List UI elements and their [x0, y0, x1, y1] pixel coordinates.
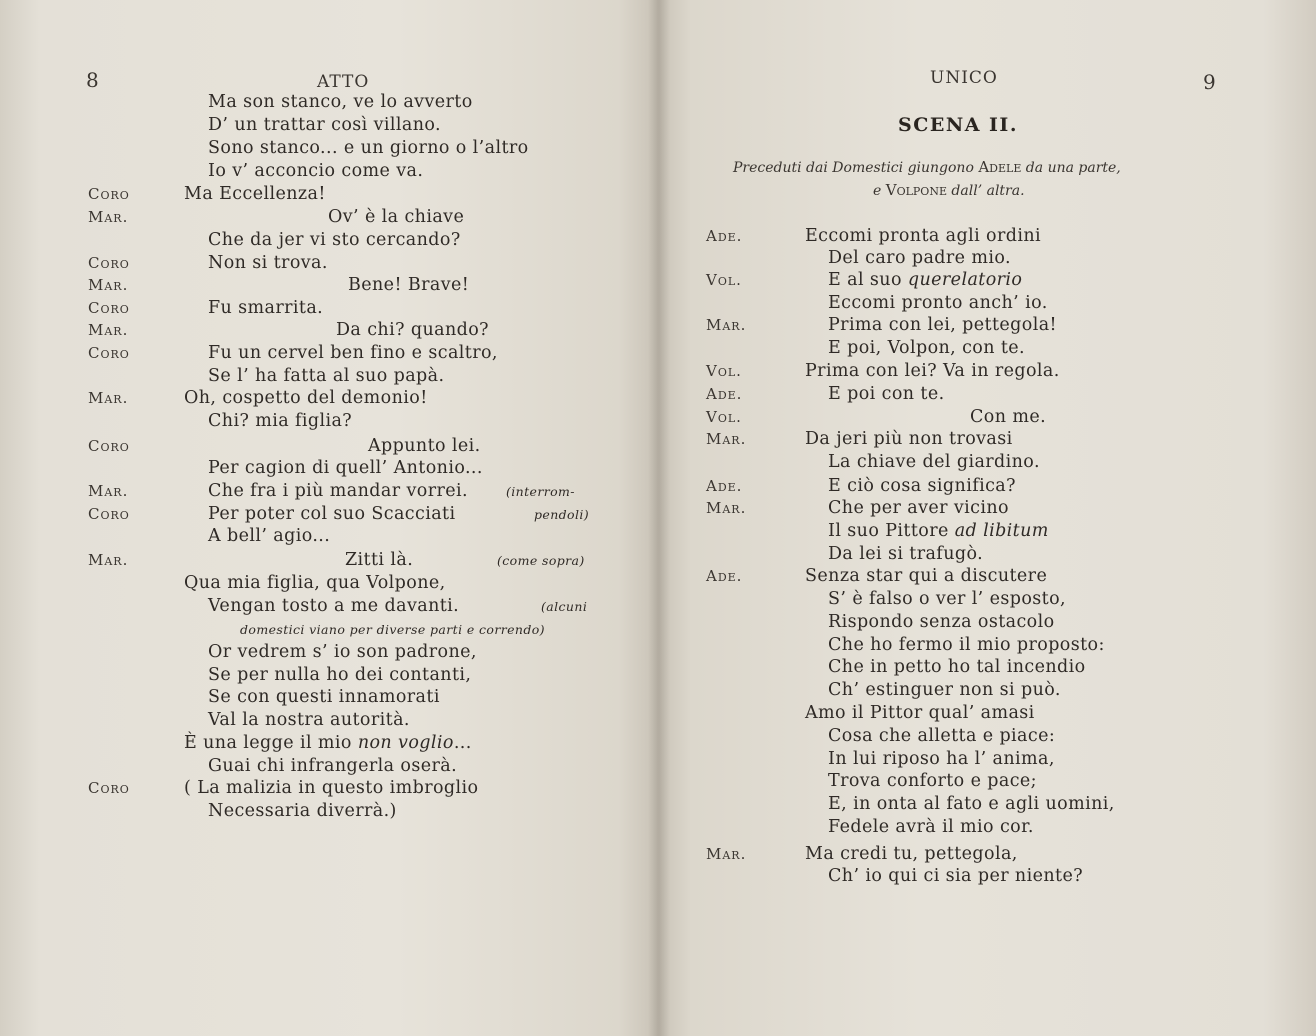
verse-text: D’ un trattar così villano.: [208, 115, 441, 135]
verse-line: [828, 315, 1057, 335]
verse-text: Se per nulla ho dei contanti,: [208, 665, 472, 685]
verse-line: [828, 794, 1115, 814]
verse-line: [828, 293, 1048, 313]
verse-line: [208, 92, 473, 112]
verse-text: Trova conforto e pace;: [828, 771, 1037, 791]
verse-text: Che fra i più mandar vorrei.: [208, 481, 468, 501]
verse-line: [208, 366, 444, 386]
verse-line: [828, 248, 1011, 268]
verse-text: Ma son stanco, ve lo avverto: [208, 92, 473, 112]
intro-1-post: da una parte,: [1021, 160, 1121, 176]
verse-line: [208, 411, 352, 431]
verse-italic-text: ad libitum: [954, 521, 1049, 541]
speaker-label: Mar.: [706, 316, 747, 334]
verse-line: [828, 657, 1086, 677]
speaker-label: Coro: [88, 437, 130, 455]
page-number-left: 8: [86, 68, 99, 92]
stage-direction: pendoli): [534, 507, 590, 522]
verse-text: Vengan tosto a me davanti.: [208, 596, 460, 616]
verse-line: [805, 361, 1060, 381]
verse-text: Ch’ io qui ci sia per niente?: [828, 866, 1084, 886]
verse-text: Che in petto ho tal incendio: [828, 657, 1086, 677]
verse-text: Che ho fermo il mio proposto:: [828, 635, 1105, 655]
speaker-label: Coro: [88, 779, 130, 797]
speaker-label: Mar.: [88, 321, 129, 339]
verse-text: Per cagion di quell’ Antonio...: [208, 458, 483, 478]
verse-italic-text: non voglio: [357, 733, 454, 753]
verse-text: Per poter col suo Scacciati: [208, 504, 456, 524]
verse-text: Senza star qui a discutere: [805, 566, 1048, 586]
verse-line: [828, 635, 1105, 655]
speaker-label: Vol.: [706, 408, 742, 426]
verse-line: [368, 436, 481, 456]
verse-text: Da jeri più non trovasi: [805, 429, 1013, 449]
verse-line: [208, 756, 457, 776]
verse-line: [828, 866, 1083, 886]
verse-line: [208, 138, 529, 158]
verse-text: Bene! Brave!: [348, 275, 470, 295]
verse-text: Guai chi infrangerla oserà.: [208, 756, 458, 776]
verse-text: E poi, Volpon, con te.: [828, 338, 1026, 358]
verse-line: [184, 733, 472, 753]
running-head-right: UNICO: [930, 68, 998, 88]
verse-text: Ov’ è la chiave: [328, 207, 465, 227]
verse-text: Eccomi pronto anch’ io.: [828, 293, 1048, 313]
verse-text: Se con questi innamorati: [208, 687, 440, 707]
intro-2-post: dall’ altra.: [946, 183, 1025, 199]
verse-line: [970, 407, 1046, 427]
verse-text: Oh, cospetto del demonio!: [184, 388, 428, 408]
verse-line: [805, 566, 1047, 586]
verse-line: [208, 115, 441, 135]
verse-line: [805, 703, 1035, 723]
verse-line: [805, 226, 1041, 246]
stage-direction: (alcuni: [541, 599, 588, 614]
verse-line: [345, 550, 413, 570]
verse-text: In lui riposo ha l’ anima,: [828, 749, 1055, 769]
page-number-right: 9: [1203, 70, 1216, 94]
verse-text: Cosa che alletta e piace:: [828, 726, 1056, 746]
speaker-label: Ade.: [706, 567, 743, 585]
verse-text: Prima con lei, pettegola!: [828, 315, 1057, 335]
verse-text: ( La malizia in questo imbroglio: [184, 778, 479, 798]
verse-text: E ciò cosa significa?: [828, 476, 1016, 496]
verse-text: Da chi? quando?: [336, 320, 489, 340]
verse-text: Chi? mia figlia?: [208, 411, 353, 431]
verse-text: Necessaria diverrà.): [208, 801, 397, 821]
verse-text: S’ è falso o ver l’ esposto,: [828, 589, 1066, 609]
verse-line: [828, 384, 945, 404]
verse-line: [828, 680, 1061, 700]
speaker-label: Coro: [88, 299, 130, 317]
verse-text: È una legge il mio: [184, 733, 358, 753]
verse-text: A bell’ agio...: [208, 526, 331, 546]
verse-line: [828, 498, 1009, 518]
speaker-label: Coro: [88, 505, 130, 523]
verse-text: Rispondo senza ostacolo: [828, 612, 1055, 632]
intro-1-pre: Preceduti dai Domestici giungono: [733, 160, 979, 176]
speaker-label: Coro: [88, 254, 130, 272]
verse-line: [828, 452, 1040, 472]
verse-line: [208, 687, 440, 707]
verse-line: [184, 778, 478, 798]
verse-after-text: ...: [453, 733, 472, 753]
speaker-label: Ade.: [706, 477, 743, 495]
verse-text: Non si trova.: [208, 253, 328, 273]
verse-text: La chiave del giardino.: [828, 452, 1040, 472]
speaker-label: Coro: [88, 185, 130, 203]
speaker-label: Mar.: [88, 389, 129, 407]
verse-text: Sono stanco... e un giorno o l’altro: [208, 138, 529, 158]
verse-line: [828, 749, 1055, 769]
verse-line: [208, 665, 471, 685]
verse-line: [828, 476, 1016, 496]
verse-line: [208, 526, 330, 546]
verse-text: Eccomi pronta agli ordini: [805, 226, 1042, 246]
stage-direction: (come sopra): [497, 553, 585, 568]
verse-text: E poi con te.: [828, 384, 945, 404]
verse-line: [828, 726, 1055, 746]
verse-line: [184, 573, 446, 593]
intro-1-name: Adele: [978, 158, 1022, 176]
verse-text: Ma Eccellenza!: [184, 184, 326, 204]
verse-line: [828, 589, 1066, 609]
verse-text: Fu un cervel ben fino e scaltro,: [208, 343, 498, 363]
verse-line: [208, 458, 483, 478]
speaker-label: Mar.: [706, 845, 747, 863]
verse-line: [828, 521, 1049, 541]
speaker-label: Mar.: [88, 482, 129, 500]
verse-line: [828, 771, 1037, 791]
speaker-label: Coro: [88, 344, 130, 362]
verse-line: [184, 388, 428, 408]
verse-text: Fu smarrita.: [208, 298, 324, 318]
speaker-label: Ade.: [706, 227, 743, 245]
speaker-label: Vol.: [706, 271, 742, 289]
verse-text: Ch’ estinguer non si può.: [828, 680, 1061, 700]
speaker-label: Mar.: [88, 276, 129, 294]
verse-line: [336, 320, 489, 340]
verse-text: Prima con lei? Va in regola.: [805, 361, 1060, 381]
verse-text: E al suo: [828, 270, 908, 290]
verse-line: [208, 161, 423, 181]
verse-text: Fedele avrà il mio cor.: [828, 817, 1034, 837]
verse-text: Val la nostra autorità.: [208, 710, 410, 730]
verse-line: [828, 270, 1022, 290]
speaker-label: Mar.: [88, 208, 129, 226]
verse-line: [828, 338, 1025, 358]
speaker-label: Mar.: [88, 551, 129, 569]
verse-text: Io v’ acconcio come va.: [208, 161, 424, 181]
verse-text: Il suo Pittore: [828, 521, 955, 541]
verse-line: [805, 429, 1013, 449]
verse-line: [208, 504, 455, 524]
verse-line: [208, 253, 328, 273]
verse-line: [208, 710, 410, 730]
verse-text: Con me.: [970, 407, 1047, 427]
running-head-left: ATTO: [317, 72, 370, 92]
verse-text: Da lei si trafugò.: [828, 544, 984, 564]
stage-direction-intro-1: [733, 158, 1121, 176]
verse-line: [828, 817, 1034, 837]
verse-text: Che da jer vi sto cercando?: [208, 230, 461, 250]
verse-line: [208, 298, 323, 318]
speaker-label: Mar.: [706, 430, 747, 448]
verse-line: [208, 801, 397, 821]
verse-text: Ma credi tu, pettegola,: [805, 844, 1018, 864]
verse-text: Zitti là.: [345, 550, 414, 570]
stage-direction: (interrom-: [506, 484, 575, 499]
verse-line: [208, 642, 477, 662]
verse-line: [208, 481, 468, 501]
intro-2-pre: e: [873, 183, 886, 199]
verse-text: Qua mia figlia, qua Volpone,: [184, 573, 446, 593]
verse-italic-text: querelatorio: [907, 270, 1023, 290]
verse-text: Amo il Pittor qual’ amasi: [805, 703, 1035, 723]
verse-text: Del caro padre mio.: [828, 248, 1011, 268]
verse-text: Appunto lei.: [368, 436, 481, 456]
verse-line: [328, 207, 464, 227]
verse-text: Che per aver vicino: [828, 498, 1009, 518]
verse-line: [828, 544, 983, 564]
verse-line: [828, 612, 1055, 632]
verse-line: [208, 230, 461, 250]
intro-2-name: Volpone: [885, 181, 947, 199]
right-page: [658, 0, 1316, 1036]
speaker-label: Mar.: [706, 499, 747, 517]
speaker-label: Vol.: [706, 362, 742, 380]
verse-line: [208, 343, 498, 363]
stage-direction: domestici viano per diverse parti e correndo): [240, 622, 545, 637]
verse-text: E, in onta al fato e agli uomini,: [828, 794, 1115, 814]
verse-line: [184, 184, 326, 204]
stage-direction-intro-2: [873, 181, 1025, 199]
verse-line: [208, 596, 459, 616]
verse-text: Se l’ ha fatta al suo papà.: [208, 366, 445, 386]
verse-text: Or vedrem s’ io son padrone,: [208, 642, 477, 662]
verse-line: [348, 275, 469, 295]
speaker-label: Ade.: [706, 385, 743, 403]
scene-title: SCENA II.: [898, 114, 1018, 136]
verse-line: [805, 844, 1018, 864]
